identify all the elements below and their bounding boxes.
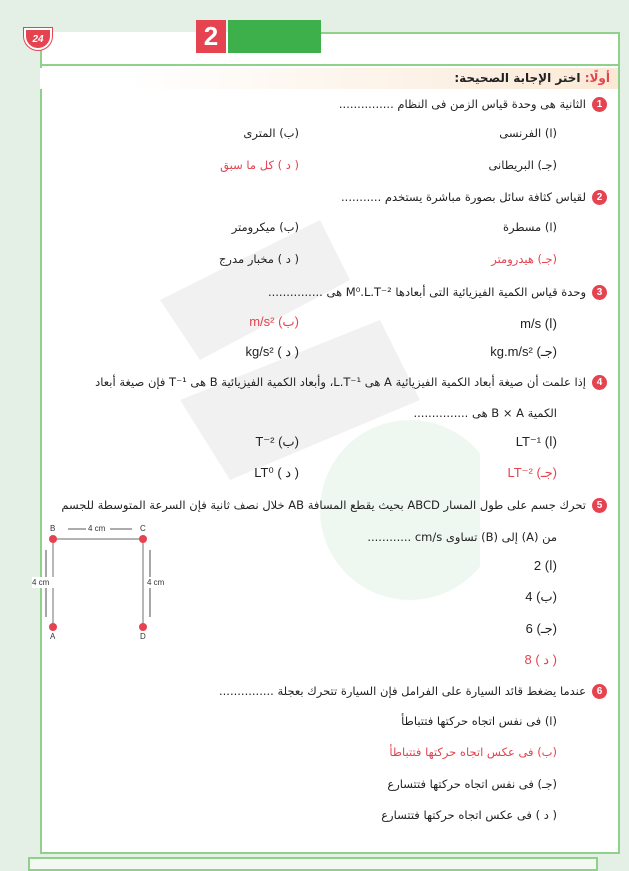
question-text: الثانية هى وحدة قياس الزمن فى النظام ...............: [338, 97, 586, 111]
page-number: 24: [24, 28, 52, 50]
option-b[interactable]: (ب) المترى: [243, 126, 299, 140]
question-text-continued: من (A) إلى (B) تساوى cm/s ............: [367, 530, 557, 544]
question-number: 6: [592, 684, 607, 699]
question-number: 3: [592, 285, 607, 300]
label-point-d: D: [140, 632, 146, 641]
option-c-correct[interactable]: (جـ) هيدرومتر: [491, 252, 557, 266]
option-d[interactable]: ( د ) مخبار مدرج: [218, 252, 299, 266]
section-prefix: أولًا:: [584, 71, 610, 85]
option-b[interactable]: (ب) 4: [525, 589, 557, 604]
question-5: [61, 497, 607, 513]
lesson-tab: [228, 20, 321, 53]
question-text-continued: الكمية B × A هى ...............: [413, 406, 557, 420]
section-header: [40, 68, 618, 89]
question-number: 2: [592, 190, 607, 205]
question-6: [219, 683, 607, 699]
option-a[interactable]: (ا) 2: [533, 558, 557, 573]
footer-bar: [28, 857, 598, 871]
divider: [305, 32, 620, 34]
option-d[interactable]: ( د ) kg/s²: [245, 344, 299, 359]
option-b[interactable]: (ب) T⁻²: [255, 434, 299, 449]
question-number: 4: [592, 375, 607, 390]
option-c[interactable]: (جـ) 6: [525, 621, 557, 636]
question-number: 1: [592, 97, 607, 112]
divider: [40, 64, 620, 66]
section-title: اختر الإجابة الصحيحة:: [454, 71, 581, 85]
option-a[interactable]: (ا) الفرنسى: [499, 126, 557, 140]
question-text: لقياس كثافة سائل بصورة مباشرة يستخدم ...........: [341, 190, 586, 204]
option-a[interactable]: (ا) مسطرة: [502, 220, 557, 234]
point-a: [49, 623, 57, 631]
point-c: [139, 535, 147, 543]
question-text: إذا علمت أن صيغة أبعاد الكمية الفيزيائية A هى L.T⁻¹، وأبعاد الكمية الفيزيائية B هى T⁻¹ فإن صيغة أبعاد: [95, 375, 586, 389]
point-d: [139, 623, 147, 631]
option-d[interactable]: ( د ) فى عكس اتجاه حركتها فتتسارع: [381, 808, 557, 822]
path-diagram: [20, 515, 180, 645]
lesson-number: 2: [196, 20, 226, 53]
option-a[interactable]: (ا) LT⁻¹: [515, 434, 557, 449]
question-text: تحرك جسم على طول المسار ABCD بحيث يقطع المسافة AB خلال نصف ثانية فإن السرعة المتوسطة للجسم: [61, 498, 586, 512]
question-number: 5: [592, 498, 607, 513]
question-1: [339, 96, 607, 112]
option-d-correct[interactable]: ( د ) كل ما سبق: [220, 158, 299, 172]
question-4: [95, 374, 607, 390]
label-point-c: C: [140, 524, 146, 533]
question-text: وحدة قياس الكمية الفيزيائية التى أبعادها M⁰.L.T⁻² هى ...............: [267, 285, 586, 299]
option-a[interactable]: (ا) فى نفس اتجاه حركتها فتتباطأ: [401, 714, 557, 728]
label-point-b: B: [50, 524, 56, 533]
option-b-correct[interactable]: (ب) فى عكس اتجاه حركتها فتتباطأ: [389, 745, 557, 759]
label-cd: 4 cm: [147, 578, 165, 587]
label-bc: 4 cm: [88, 524, 106, 533]
option-d[interactable]: ( د ) LT⁰: [254, 465, 299, 480]
option-a[interactable]: (ا) m/s: [520, 316, 557, 331]
option-b[interactable]: (ب) ميكرومتر: [231, 220, 299, 234]
option-b-correct[interactable]: (ب) m/s²: [249, 314, 299, 329]
question-text: عندما يضغط قائد السيارة على الفرامل فإن السيارة تتحرك بعجلة ...............: [218, 684, 586, 698]
question-3: [268, 284, 607, 300]
question-2: [341, 189, 607, 205]
option-c[interactable]: (جـ) kg.m/s²: [490, 344, 557, 359]
option-c[interactable]: (جـ) فى نفس اتجاه حركتها فتتسارع: [387, 777, 557, 791]
label-ab: 4 cm: [32, 578, 50, 587]
point-b: [49, 535, 57, 543]
option-c[interactable]: (جـ) البريطانى: [488, 158, 557, 172]
option-d-correct[interactable]: ( د ) 8: [524, 652, 557, 667]
label-point-a: A: [50, 632, 56, 641]
option-c-correct[interactable]: (جـ) LT⁻²: [507, 465, 557, 480]
